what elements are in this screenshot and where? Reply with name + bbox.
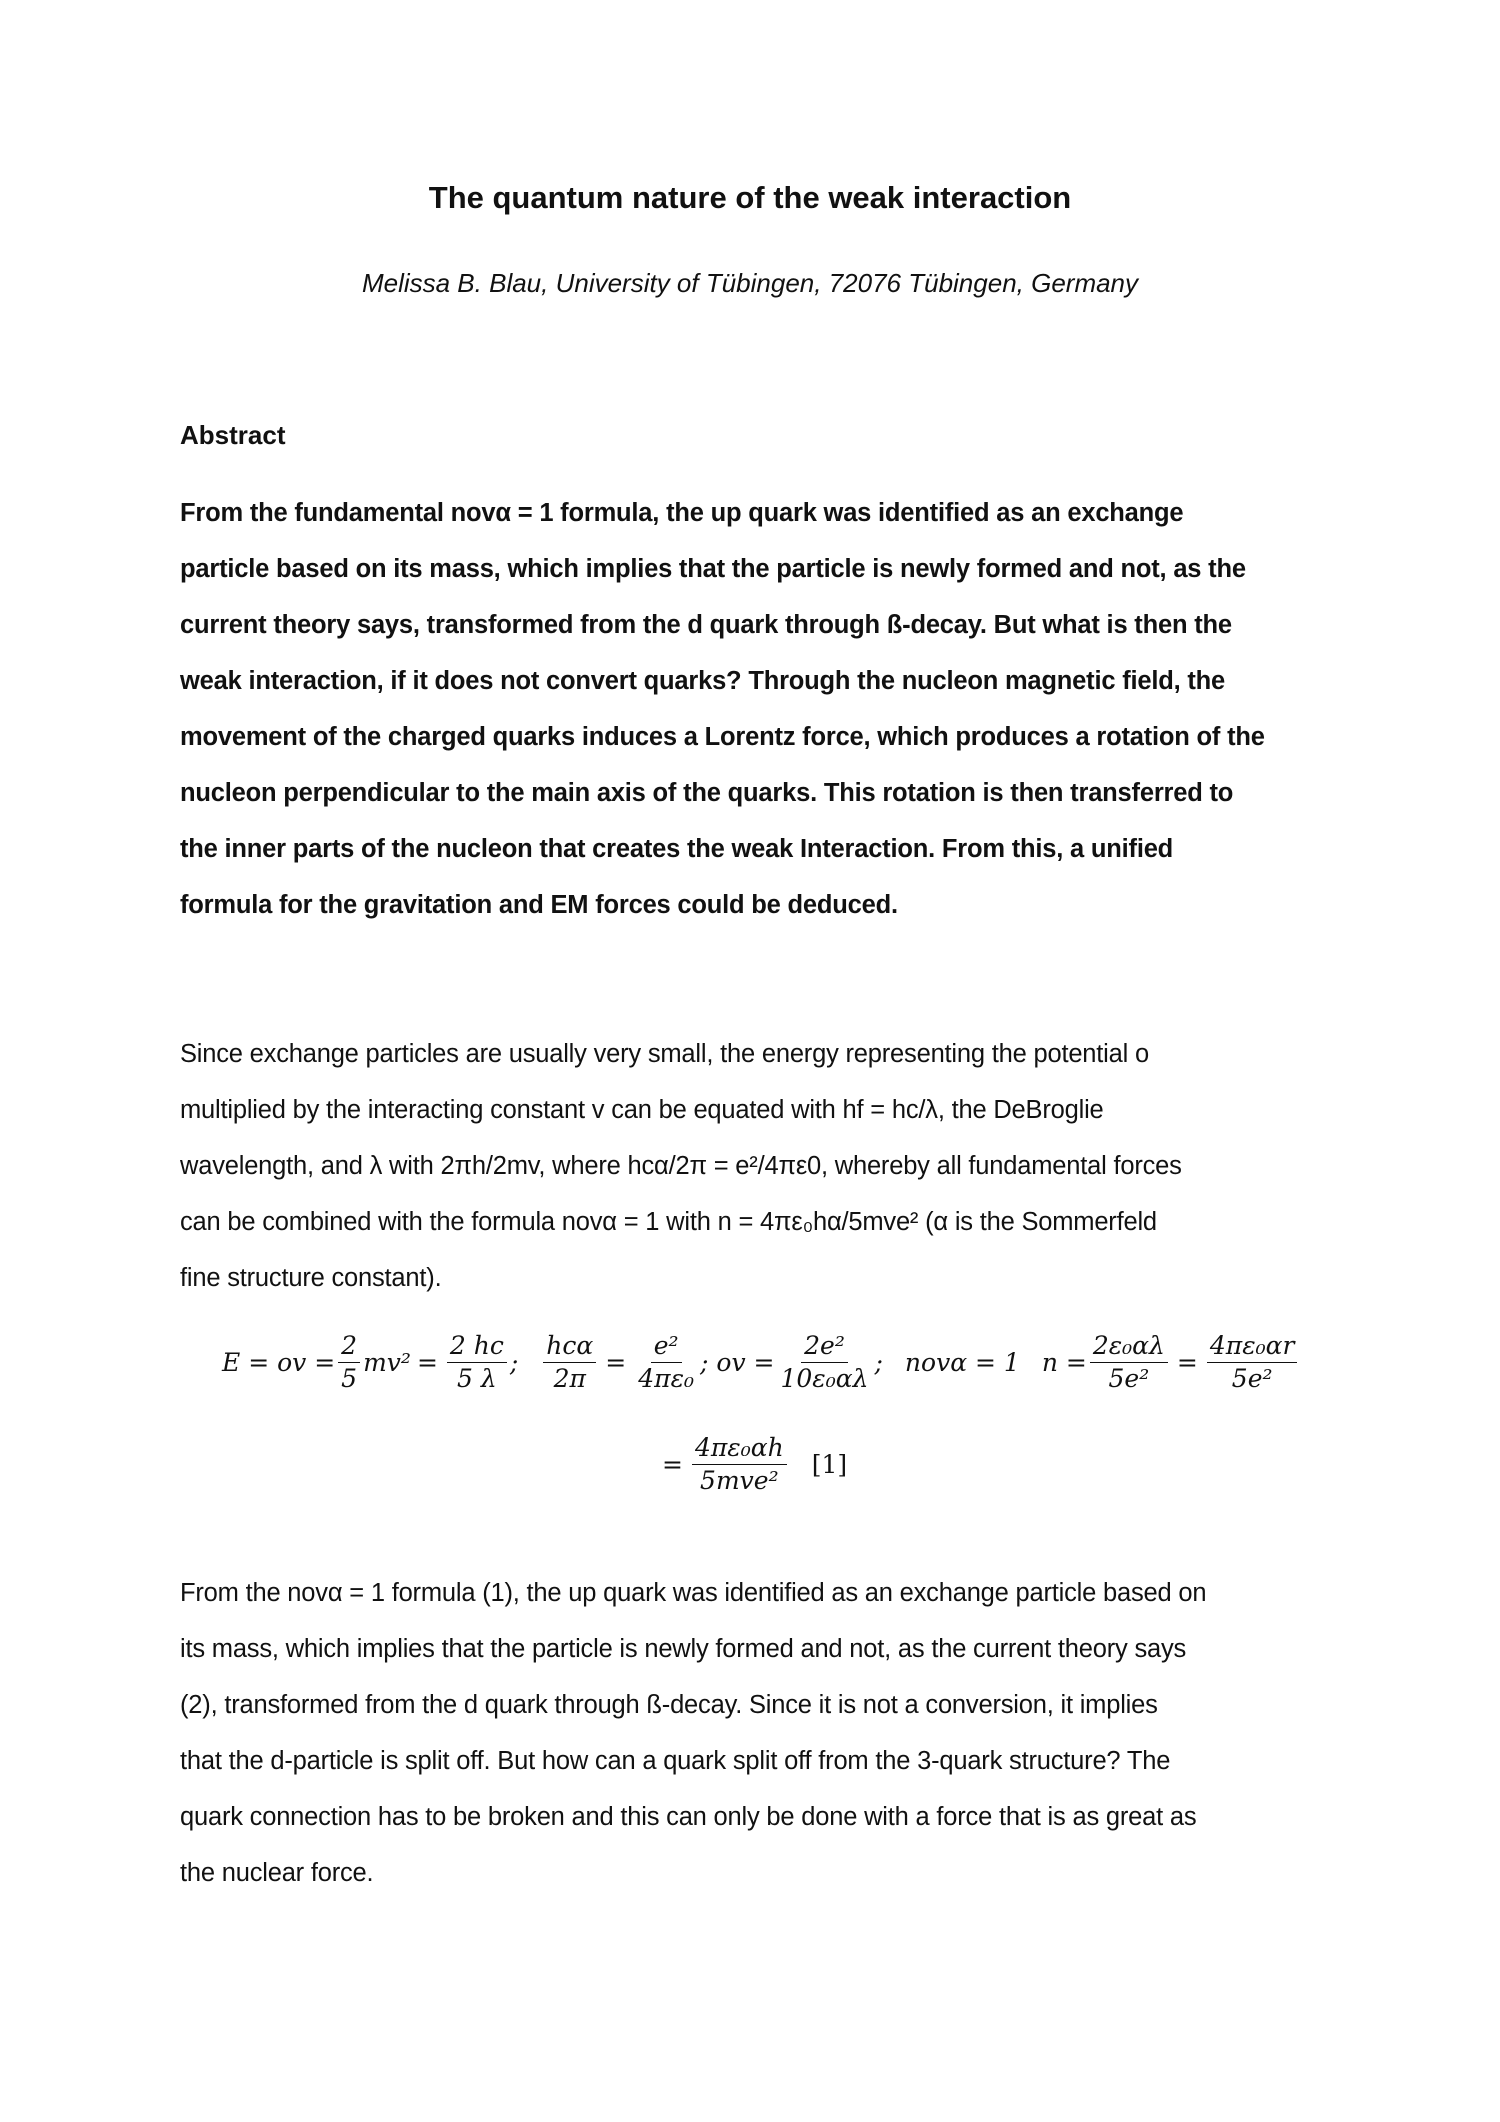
text-line: From the novα = 1 formula (1), the up quark was identified as an exchange particle based on xyxy=(180,1579,1207,1607)
eq-term: n = xyxy=(1041,1348,1087,1377)
fraction: hcα 2π xyxy=(543,1330,596,1395)
text-line: formula for the gravitation and EM forces could be deduced. xyxy=(180,891,898,919)
text-line: wavelength, and λ with 2πh/2mv, where hcα/2π = e²/4πε0, whereby all fundamental forces xyxy=(180,1152,1182,1180)
paper-title: The quantum nature of the weak interaction xyxy=(428,180,1072,215)
fraction: $\frac{2}{5}$ xyxy=(338,1330,360,1395)
author-line: Melissa B. Blau, University of Tübingen, 72076 Tübingen, Germany xyxy=(361,268,1139,298)
text-line: its mass, which implies that the particle is newly formed and not, as the current theory says xyxy=(180,1635,1187,1663)
equation-line-1: E = ov = $\frac{2}{5}$ mv² = $\frac{2 hc}{5 \lambda}$ ; hcα 2π = $\frac{\text{e²}}{\text{4πε₀}}$ ; ov = $\frac{\text{2e²}}{\text{10ε₀αλ}}$ ; novα = 1 n = $\frac{\text{2ε₀αλ}}{\text{5e²}}$ = $\frac{\text{4πε₀αr}}{\text{5e²}}$ xyxy=(222,1330,1300,1395)
text-line: can be combined with the formula novα = 1 with n = 4πε₀hα/5mve² (α is the Sommerfeld xyxy=(180,1208,1157,1236)
text-line: multiplied by the interacting constant v can be equated with hf = hc/λ, the DeBroglie xyxy=(180,1096,1104,1124)
eq-term: ov = xyxy=(716,1348,775,1377)
text-line: particle based on its mass, which implies that the particle is newly formed and not, as the xyxy=(180,555,1246,583)
text-line: Since exchange particles are usually very small, the energy representing the potential o xyxy=(180,1040,1149,1068)
equation-number: [1] xyxy=(811,1450,848,1479)
fraction: $\frac{2 hc}{5 \lambda}$ xyxy=(447,1330,507,1395)
text-line: the nuclear force. xyxy=(180,1859,374,1887)
fraction: 4πε₀αh 5mve² xyxy=(692,1432,787,1497)
text-line: From the fundamental novα = 1 formula, the up quark was identified as an exchange xyxy=(180,499,1184,527)
text-line: nucleon perpendicular to the main axis of the quarks. This rotation is then transferred to xyxy=(180,779,1234,807)
eq-term: mv² xyxy=(363,1348,411,1377)
text-line: current theory says, transformed from the d quark through ß-decay. But what is then the xyxy=(180,611,1232,639)
equation-line-2: = 4πε₀αh 5mve² [1] xyxy=(662,1433,848,1495)
text-line: fine structure constant). xyxy=(180,1264,442,1292)
text-line: quark connection has to be broken and this can only be done with a force that is as great as xyxy=(180,1803,1197,1831)
text-line: weak interaction, if it does not convert quarks? Through the nucleon magnetic field, the xyxy=(180,667,1226,695)
text-line: the inner parts of the nucleon that creates the weak Interaction. From this, a unified xyxy=(180,835,1174,863)
text-line: movement of the charged quarks induces a Lorentz force, which produces a rotation of the xyxy=(180,723,1265,751)
fraction: $\frac{\text{4πε₀αr}}{\text{5e²}}$ xyxy=(1207,1330,1298,1395)
abstract-paragraph xyxy=(180,485,1340,933)
abstract-heading: Abstract xyxy=(180,420,286,450)
text-line: (2), transformed from the d quark through ß-decay. Since it is not a conversion, it implies xyxy=(180,1691,1158,1719)
eq-term: novα = 1 xyxy=(904,1348,1020,1377)
fraction: $\frac{\text{e²}}{\text{4πε₀}}$ xyxy=(638,1331,695,1393)
eq-term: E = ov = xyxy=(222,1348,336,1377)
body-paragraph-1 xyxy=(180,1026,1340,1306)
text-line: that the d-particle is split off. But how can a quark split off from the 3-quark structure? The xyxy=(180,1747,1171,1775)
fraction: $\frac{\text{2e²}}{\text{10ε₀αλ}}$ xyxy=(780,1331,869,1393)
fraction: $\frac{\text{2ε₀αλ}}{\text{5e²}}$ xyxy=(1090,1330,1168,1395)
body-paragraph-2 xyxy=(180,1565,1340,1901)
